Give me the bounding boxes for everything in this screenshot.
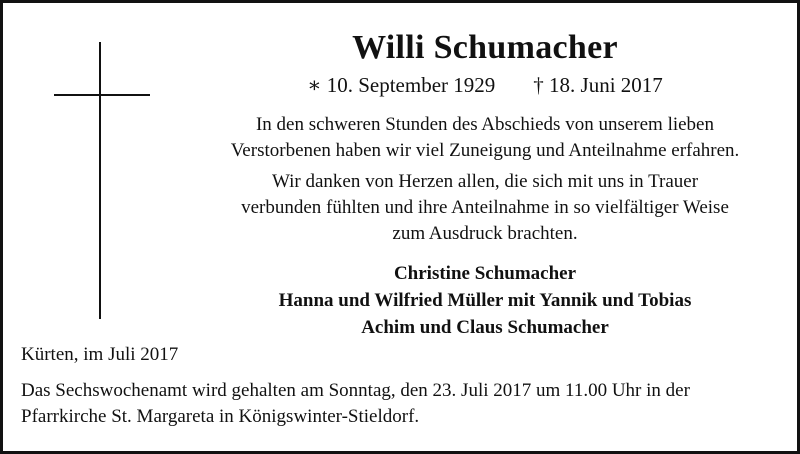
- life-dates: [185, 72, 785, 98]
- text-line: In den schweren Stunden des Abschieds von unserem lieben: [255, 114, 714, 135]
- signers-list: [185, 260, 785, 341]
- thanks-paragraph-1: [185, 112, 785, 164]
- thanks-paragraph-2: [185, 169, 785, 247]
- deceased-name: Willi Schumacher: [352, 29, 618, 66]
- signer: Achim und Claus Schumacher: [361, 317, 609, 338]
- text-line: Pfarrkirche St. Margareta in Königswinter-Stieldorf.: [21, 406, 420, 427]
- service-notice: [21, 378, 781, 430]
- cross-icon-bar: [54, 94, 150, 96]
- text-line: Verstorbenen haben wir viel Zuneigung und Anteilnahme erfahren.: [230, 140, 740, 161]
- death-date: † 18. Juni 2017: [533, 73, 663, 97]
- text-line: zum Ausdruck brachten.: [392, 223, 578, 244]
- text-line: Das Sechswochenamt wird gehalten am Sonntag, den 23. Juli 2017 um 11.00 Uhr in der: [21, 380, 690, 401]
- cross-icon: [99, 42, 101, 319]
- birth-date: ∗ 10. September 1929: [307, 73, 496, 97]
- text-line: verbunden fühlten und ihre Anteilnahme in so vielfältiger Weise: [241, 197, 729, 218]
- place-and-date: Kürten, im Juli 2017: [21, 344, 179, 365]
- signer: Hanna und Wilfried Müller mit Yannik und Tobias: [278, 290, 692, 311]
- text-line: Wir danken von Herzen allen, die sich mit uns in Trauer: [271, 171, 699, 192]
- signer: Christine Schumacher: [393, 263, 577, 284]
